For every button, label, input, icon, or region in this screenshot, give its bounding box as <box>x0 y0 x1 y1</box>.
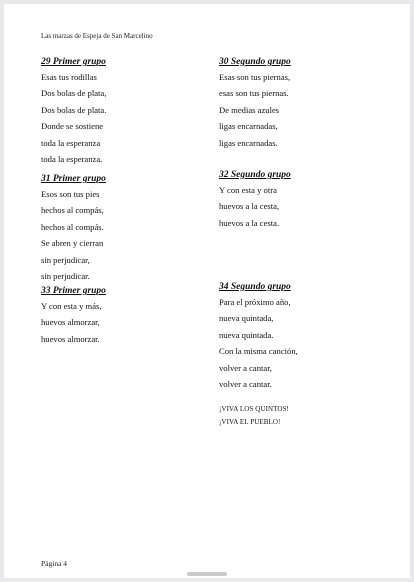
stanza-32 <box>219 169 379 281</box>
verse-line: Y con esta y otra <box>219 185 277 195</box>
verse-line: Esas tus rodillas <box>41 72 97 82</box>
verse-line: hechos al compás. <box>41 221 104 232</box>
stanza-heading: 32 Segundo grupo <box>219 170 291 180</box>
verse-line: Esos son tus pies <box>41 189 100 199</box>
verse-line: Dos bolas de plata, <box>41 88 107 99</box>
stanza-heading: 33 Primer grupo <box>41 286 106 296</box>
verse-line: Esas son tus piernas, <box>219 72 291 82</box>
right-column <box>219 56 379 428</box>
running-header: Las marzas de Espeja de San Marcelino <box>41 32 153 40</box>
verse-line: huevos almorzar, <box>41 317 100 328</box>
stanza-33 <box>41 285 201 347</box>
verse-line: toda la esperanza. <box>41 153 103 164</box>
verse-line: Se abren y cierran <box>41 238 104 249</box>
scroll-indicator[interactable] <box>187 572 227 576</box>
verse-line: Y con esta y más, <box>41 301 102 311</box>
stanza-29 <box>41 56 201 173</box>
verse-line: ligas encarnadas, <box>219 121 278 132</box>
verse-line: toda la esperanza <box>41 137 101 148</box>
verse-line: sin perjudicar, <box>41 254 90 265</box>
verse-line: nueva quintada, <box>219 313 274 324</box>
verse-line: hechos al compás, <box>41 205 104 216</box>
verse-line: nueva quintada. <box>219 329 274 340</box>
verse-line: huevos a la cesta. <box>219 217 280 228</box>
stanza-31 <box>41 173 201 285</box>
verse-line: huevos almorzar. <box>41 333 100 344</box>
stanza-30 <box>219 56 379 169</box>
cheer-line: ¡VIVA LOS QUINTOS! <box>219 405 289 413</box>
verse-line: sin perjudicar. <box>41 270 90 281</box>
stanza-heading: 31 Primer grupo <box>41 174 106 184</box>
verse-line: huevos a la cesta, <box>219 201 280 212</box>
verse-line: De medias azules <box>219 104 280 115</box>
verse-line: Para el próximo año, <box>219 297 291 307</box>
stanza-34 <box>219 281 379 403</box>
page-number: Página 4 <box>41 559 68 568</box>
document-page <box>4 4 410 578</box>
closing-cheers <box>219 403 379 428</box>
stanza-heading: 29 Primer grupo <box>41 57 106 67</box>
verse-line: Donde se sostiene <box>41 121 104 132</box>
left-column <box>41 56 201 347</box>
cheer-line: ¡VIVA EL PUEBLO! <box>219 417 281 426</box>
stanza-heading: 30 Segundo grupo <box>219 57 291 67</box>
verse-line: Dos bolas de plata. <box>41 104 107 115</box>
verse-line: esas son tus piernas. <box>219 88 289 99</box>
verse-line: volver a cantar, <box>219 362 272 373</box>
stanza-heading: 34 Segundo grupo <box>219 282 291 292</box>
verse-line: volver a cantar. <box>219 378 272 389</box>
verse-line: Con la misma canción, <box>219 346 298 357</box>
verse-line: ligas encarnadas. <box>219 137 278 148</box>
